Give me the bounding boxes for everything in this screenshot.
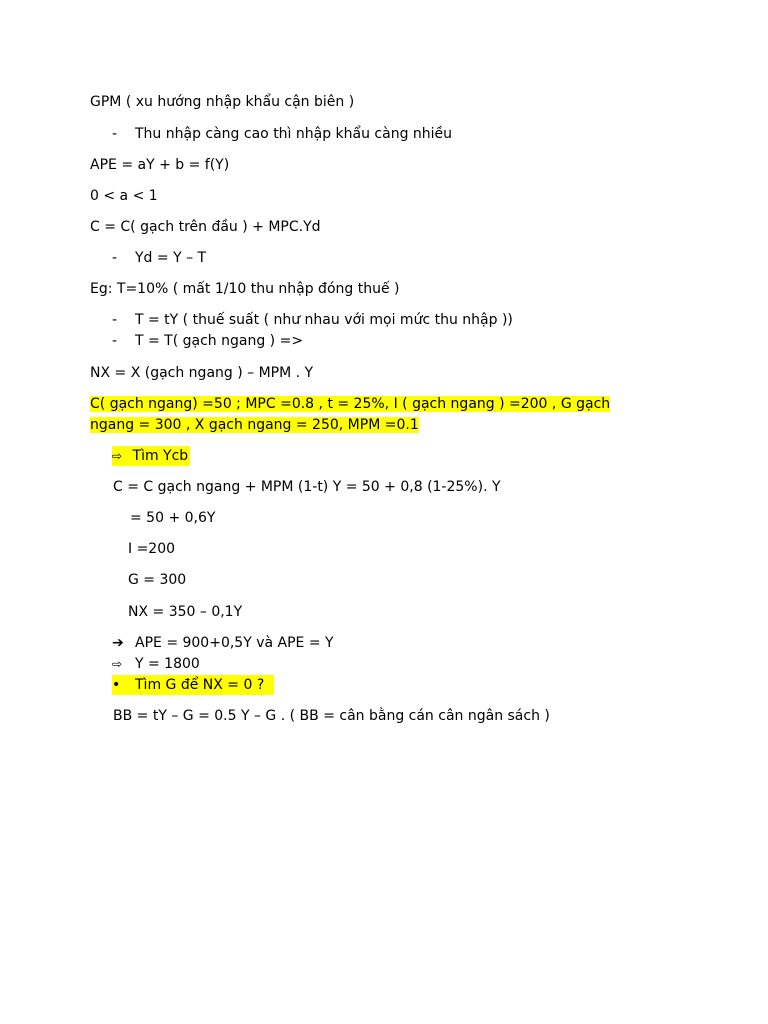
highlighted-text (112, 675, 274, 695)
arrow-list-item (112, 446, 190, 466)
line-text: BB = tY – G = 0.5 Y – G . ( BB = cân bằng cán cân ngân sách ) (113, 708, 550, 724)
text-line (128, 570, 186, 590)
text-line (90, 155, 229, 175)
hollow-arrow-icon: ⇨ (112, 449, 123, 463)
text-line (113, 477, 501, 497)
line-text: T = tY ( thuế suất ( như nhau với mọi mức thu nhập )) (135, 312, 513, 328)
line-text: APE = aY + b = f(Y) (90, 157, 230, 173)
text-line (130, 508, 215, 528)
line-text: G = 300 (128, 572, 187, 588)
line-text: C = C gạch ngang + MPM (1-t) Y = 50 + 0,8 (1-25%). Y (113, 479, 501, 495)
highlighted-text (112, 446, 190, 466)
line-text: = 50 + 0,6Y (130, 510, 216, 526)
line-text: Thu nhập càng cao thì nhập khẩu càng nhiều (135, 126, 453, 142)
line-text: I =200 (128, 541, 176, 557)
dash-bullet: - (112, 126, 118, 142)
line-text: Tìm Ycb (132, 448, 189, 464)
text-line (113, 706, 550, 726)
hollow-arrow-icon: ⇨ (112, 657, 123, 671)
text-line (128, 539, 175, 559)
line-text: C = C( gạch trên đầu ) + MPC.Yd (90, 219, 321, 235)
text-line (128, 602, 242, 622)
line-text: NX = X (gạch ngang ) – MPM . Y (90, 365, 314, 381)
line-text: T = T( gạch ngang ) => (135, 333, 304, 349)
text-line (90, 186, 158, 206)
highlighted-line (90, 394, 610, 414)
dash-bullet: - (112, 250, 118, 266)
text-line (90, 279, 399, 299)
dash-bullet: - (112, 312, 118, 328)
line-text: Eg: T=10% ( mất 1/10 thu nhập đóng thuế ) (90, 281, 400, 297)
line-text: APE = 900+0,5Y và APE = Y (135, 635, 334, 651)
bullet-list-item (112, 675, 274, 695)
text-line (90, 363, 313, 383)
highlighted-text: ngang = 300 , X gạch ngang = 250, MPM =0.1 (90, 417, 419, 433)
highlighted-line (90, 415, 419, 435)
dash-bullet: - (112, 333, 118, 349)
line-text: 0 < a < 1 (90, 188, 158, 204)
solid-arrow-icon: ➔ (112, 635, 124, 651)
line-text: Yd = Y – T (135, 250, 207, 266)
text-line (90, 92, 354, 112)
text-line (90, 217, 321, 237)
dot-bullet: • (112, 677, 121, 693)
highlighted-text: C( gạch ngang) =50 ; MPC =0.8 , t = 25%, I ( gạch ngang ) =200 , G gạch (90, 396, 611, 412)
line-text: NX = 350 – 0,1Y (128, 604, 243, 620)
line-text: GPM ( xu hướng nhập khẩu cận biên ) (90, 94, 355, 110)
line-text: Tìm G để NX = 0 ? (135, 677, 265, 693)
line-text: Y = 1800 (135, 656, 200, 672)
